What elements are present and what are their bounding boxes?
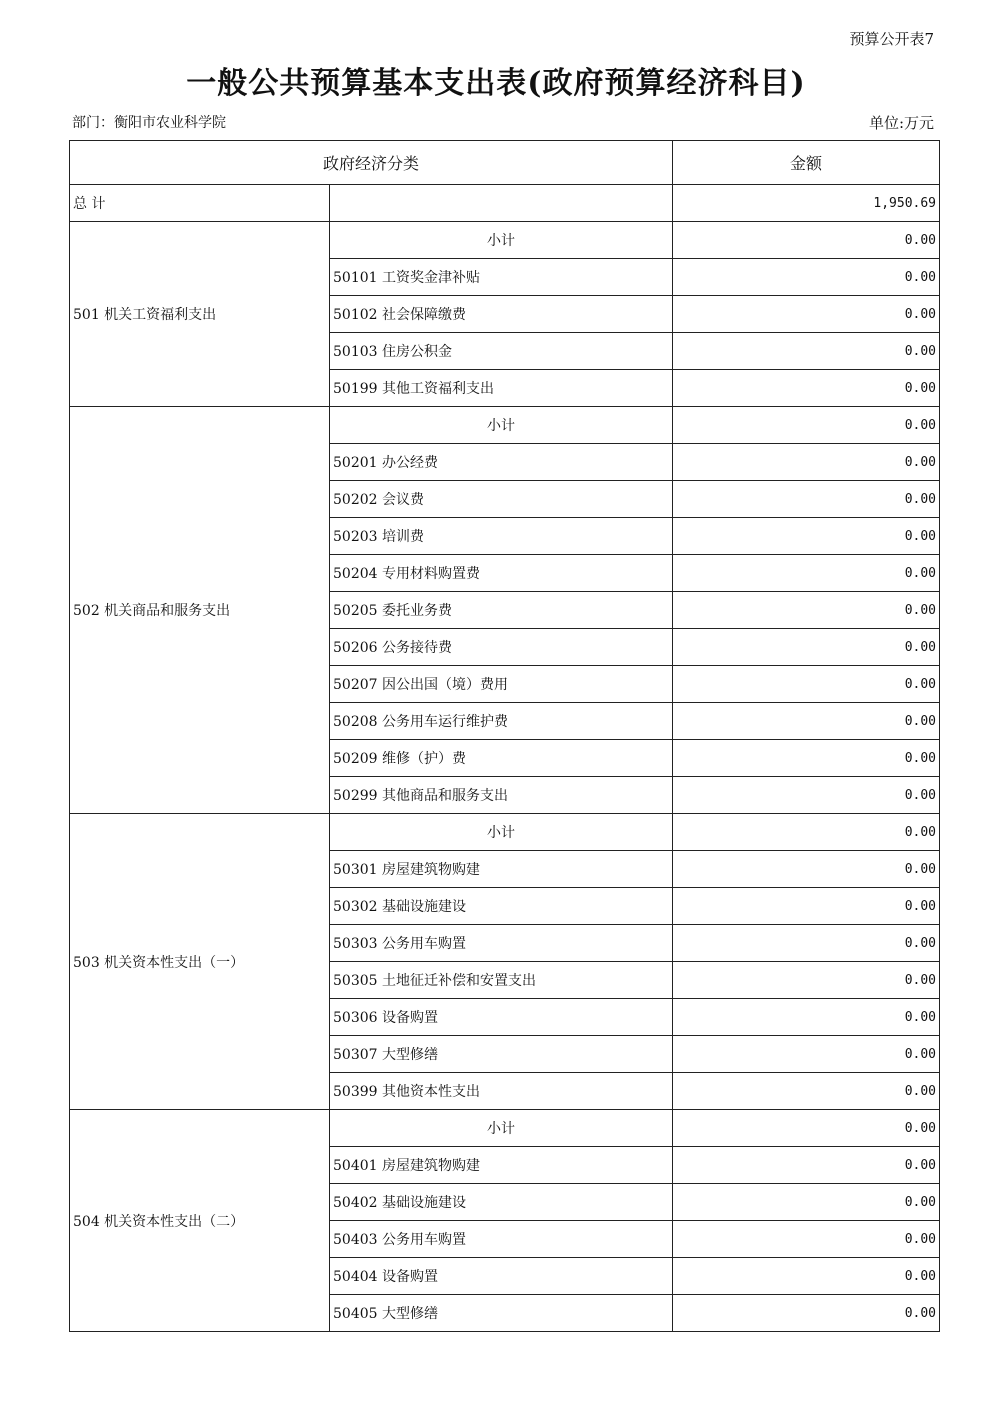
subtotal-value: 0.00	[673, 222, 940, 259]
item-value: 0.00	[673, 740, 940, 777]
item-value: 0.00	[673, 555, 940, 592]
item-value: 0.00	[673, 481, 940, 518]
item-value: 0.00	[673, 703, 940, 740]
item-value: 0.00	[673, 1221, 940, 1258]
item-label: 50399 其他资本性支出	[330, 1073, 673, 1110]
item-label: 50103 住房公积金	[330, 333, 673, 370]
header-amount: 金额	[673, 141, 940, 185]
item-label: 50203 培训费	[330, 518, 673, 555]
item-label: 50402 基础设施建设	[330, 1184, 673, 1221]
total-value: 1,950.69	[673, 185, 940, 222]
item-label: 50301 房屋建筑物购建	[330, 851, 673, 888]
item-label: 50102 社会保障缴费	[330, 296, 673, 333]
item-label: 50206 公务接待费	[330, 629, 673, 666]
table-header-row	[70, 141, 940, 185]
subtotal-label: 小计	[330, 814, 673, 851]
item-label: 50404 设备购置	[330, 1258, 673, 1295]
category-label: 504 机关资本性支出（二）	[70, 1110, 330, 1332]
form-number: 预算公开表7	[849, 30, 934, 48]
item-value: 0.00	[673, 1036, 940, 1073]
subtotal-value: 0.00	[673, 1110, 940, 1147]
item-value: 0.00	[673, 444, 940, 481]
total-label: 总 计	[70, 185, 330, 222]
item-label: 50306 设备购置	[330, 999, 673, 1036]
item-value: 0.00	[673, 1073, 940, 1110]
department-label: 部门：衡阳市农业科学院	[72, 115, 226, 131]
item-label: 50401 房屋建筑物购建	[330, 1147, 673, 1184]
item-value: 0.00	[673, 259, 940, 296]
item-value: 0.00	[673, 851, 940, 888]
item-value: 0.00	[673, 518, 940, 555]
budget-table	[69, 140, 940, 1332]
item-label: 50403 公务用车购置	[330, 1221, 673, 1258]
item-label: 50302 基础设施建设	[330, 888, 673, 925]
subtotal-value: 0.00	[673, 814, 940, 851]
item-value: 0.00	[673, 629, 940, 666]
total-blank	[330, 185, 673, 222]
item-value: 0.00	[673, 333, 940, 370]
item-value: 0.00	[673, 925, 940, 962]
item-value: 0.00	[673, 962, 940, 999]
item-label: 50207 因公出国（境）费用	[330, 666, 673, 703]
item-value: 0.00	[673, 999, 940, 1036]
item-value: 0.00	[673, 1147, 940, 1184]
item-label: 50299 其他商品和服务支出	[330, 777, 673, 814]
subtotal-row	[70, 407, 940, 444]
item-value: 0.00	[673, 1295, 940, 1332]
item-label: 50204 专用材料购置费	[330, 555, 673, 592]
category-label: 501 机关工资福利支出	[70, 222, 330, 407]
subtotal-value: 0.00	[673, 407, 940, 444]
item-value: 0.00	[673, 777, 940, 814]
item-label: 50209 维修（护）费	[330, 740, 673, 777]
item-value: 0.00	[673, 370, 940, 407]
subtotal-row	[70, 814, 940, 851]
item-label: 50199 其他工资福利支出	[330, 370, 673, 407]
subtotal-label: 小计	[330, 407, 673, 444]
category-label: 503 机关资本性支出（一）	[70, 814, 330, 1110]
item-label: 50303 公务用车购置	[330, 925, 673, 962]
subtotal-row	[70, 1110, 940, 1147]
item-label: 50202 会议费	[330, 481, 673, 518]
item-value: 0.00	[673, 666, 940, 703]
item-label: 50205 委托业务费	[330, 592, 673, 629]
item-value: 0.00	[673, 592, 940, 629]
subtotal-label: 小计	[330, 1110, 673, 1147]
item-label: 50208 公务用车运行维护费	[330, 703, 673, 740]
item-label: 50101 工资奖金津补贴	[330, 259, 673, 296]
subtotal-label: 小计	[330, 222, 673, 259]
subtotal-row	[70, 222, 940, 259]
item-label: 50305 土地征迁补偿和安置支出	[330, 962, 673, 999]
total-row	[70, 185, 940, 222]
header-category: 政府经济分类	[70, 141, 673, 185]
item-label: 50201 办公经费	[330, 444, 673, 481]
item-value: 0.00	[673, 1184, 940, 1221]
item-label: 50307 大型修缮	[330, 1036, 673, 1073]
page-title: 一般公共预算基本支出表(政府预算经济科目)	[186, 66, 806, 101]
unit-label: 单位:万元	[868, 114, 934, 132]
item-value: 0.00	[673, 1258, 940, 1295]
item-value: 0.00	[673, 888, 940, 925]
item-value: 0.00	[673, 296, 940, 333]
item-label: 50405 大型修缮	[330, 1295, 673, 1332]
category-label: 502 机关商品和服务支出	[70, 407, 330, 814]
